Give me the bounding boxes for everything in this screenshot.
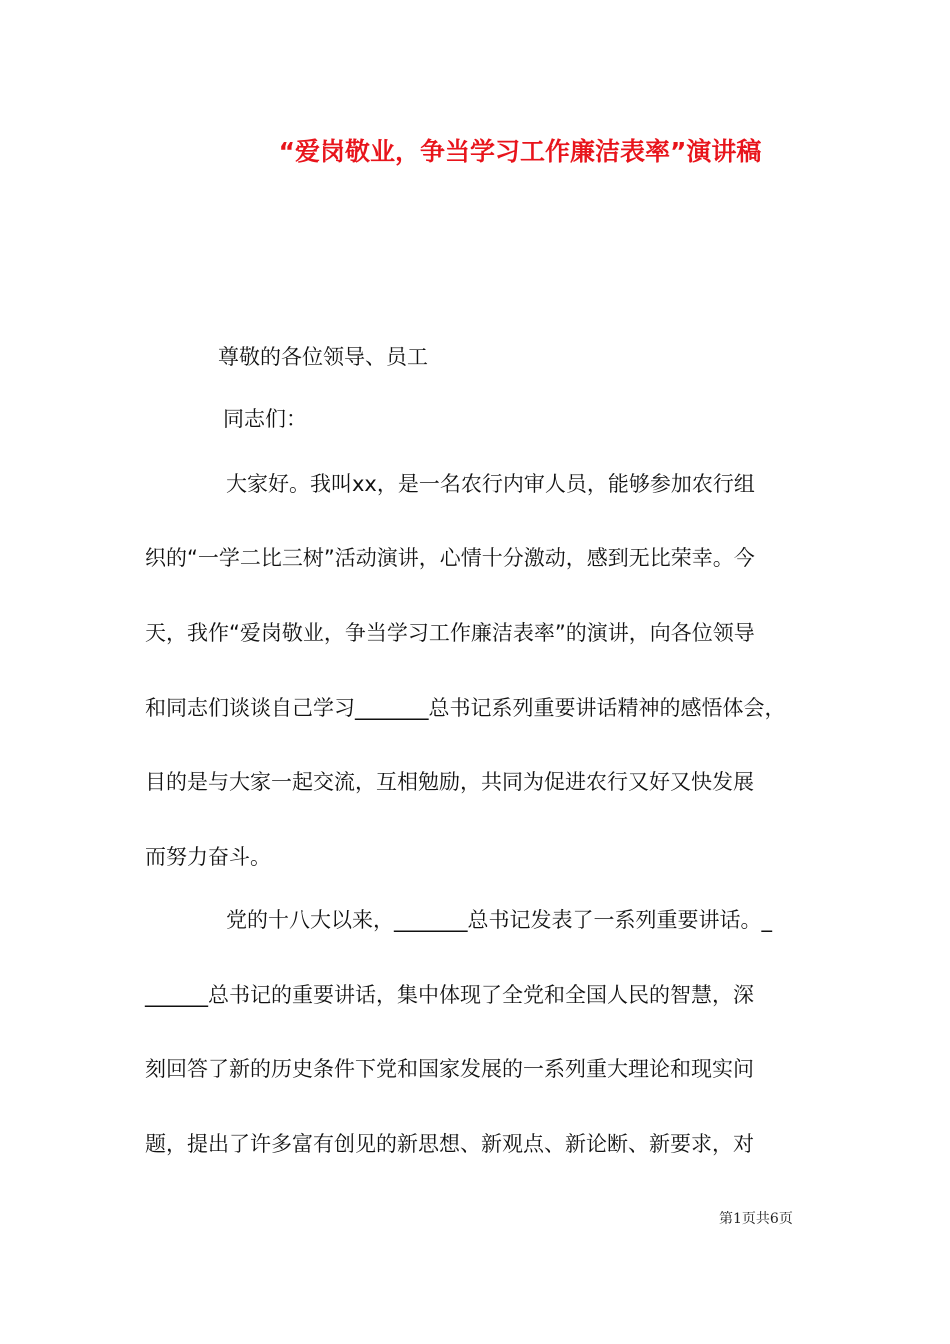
body-line: 党的十八大以来，_______总书记发表了一系列重要讲话。_	[226, 908, 772, 932]
body-line: 大家好。我叫xx，是一名农行内审人员，能够参加农行组	[226, 472, 755, 496]
body-line: 天，我作“爱岗敬业，争当学习工作廉洁表率”的演讲，向各位领导	[145, 621, 755, 645]
body-line: 织的“一学二比三树”活动演讲，心情十分激动，感到无比荣幸。今	[145, 546, 755, 570]
salutation-line-1: 尊敬的各位领导、员工	[218, 345, 428, 369]
page-title: “爱岗敬业，争当学习工作廉洁表率”演讲稿	[278, 137, 762, 166]
body-line: 题，提出了许多富有创见的新思想、新观点、新论断、新要求，对	[145, 1132, 754, 1156]
body-line: 刻回答了新的历史条件下党和国家发展的一系列重大理论和现实问	[145, 1057, 754, 1081]
page-number-footer: 第1页共6页	[719, 1211, 793, 1227]
body-line: 而努力奋斗。	[145, 845, 271, 869]
body-line: 目的是与大家一起交流，互相勉励，共同为促进农行又好又快发展	[145, 770, 754, 794]
body-line: 和同志们谈谈自己学习_______总书记系列重要讲话精神的感悟体会，	[145, 696, 786, 720]
body-line: ______总书记的重要讲话，集中体现了全党和全国人民的智慧，深	[145, 983, 754, 1007]
salutation-line-2: 同志们：	[223, 407, 307, 431]
